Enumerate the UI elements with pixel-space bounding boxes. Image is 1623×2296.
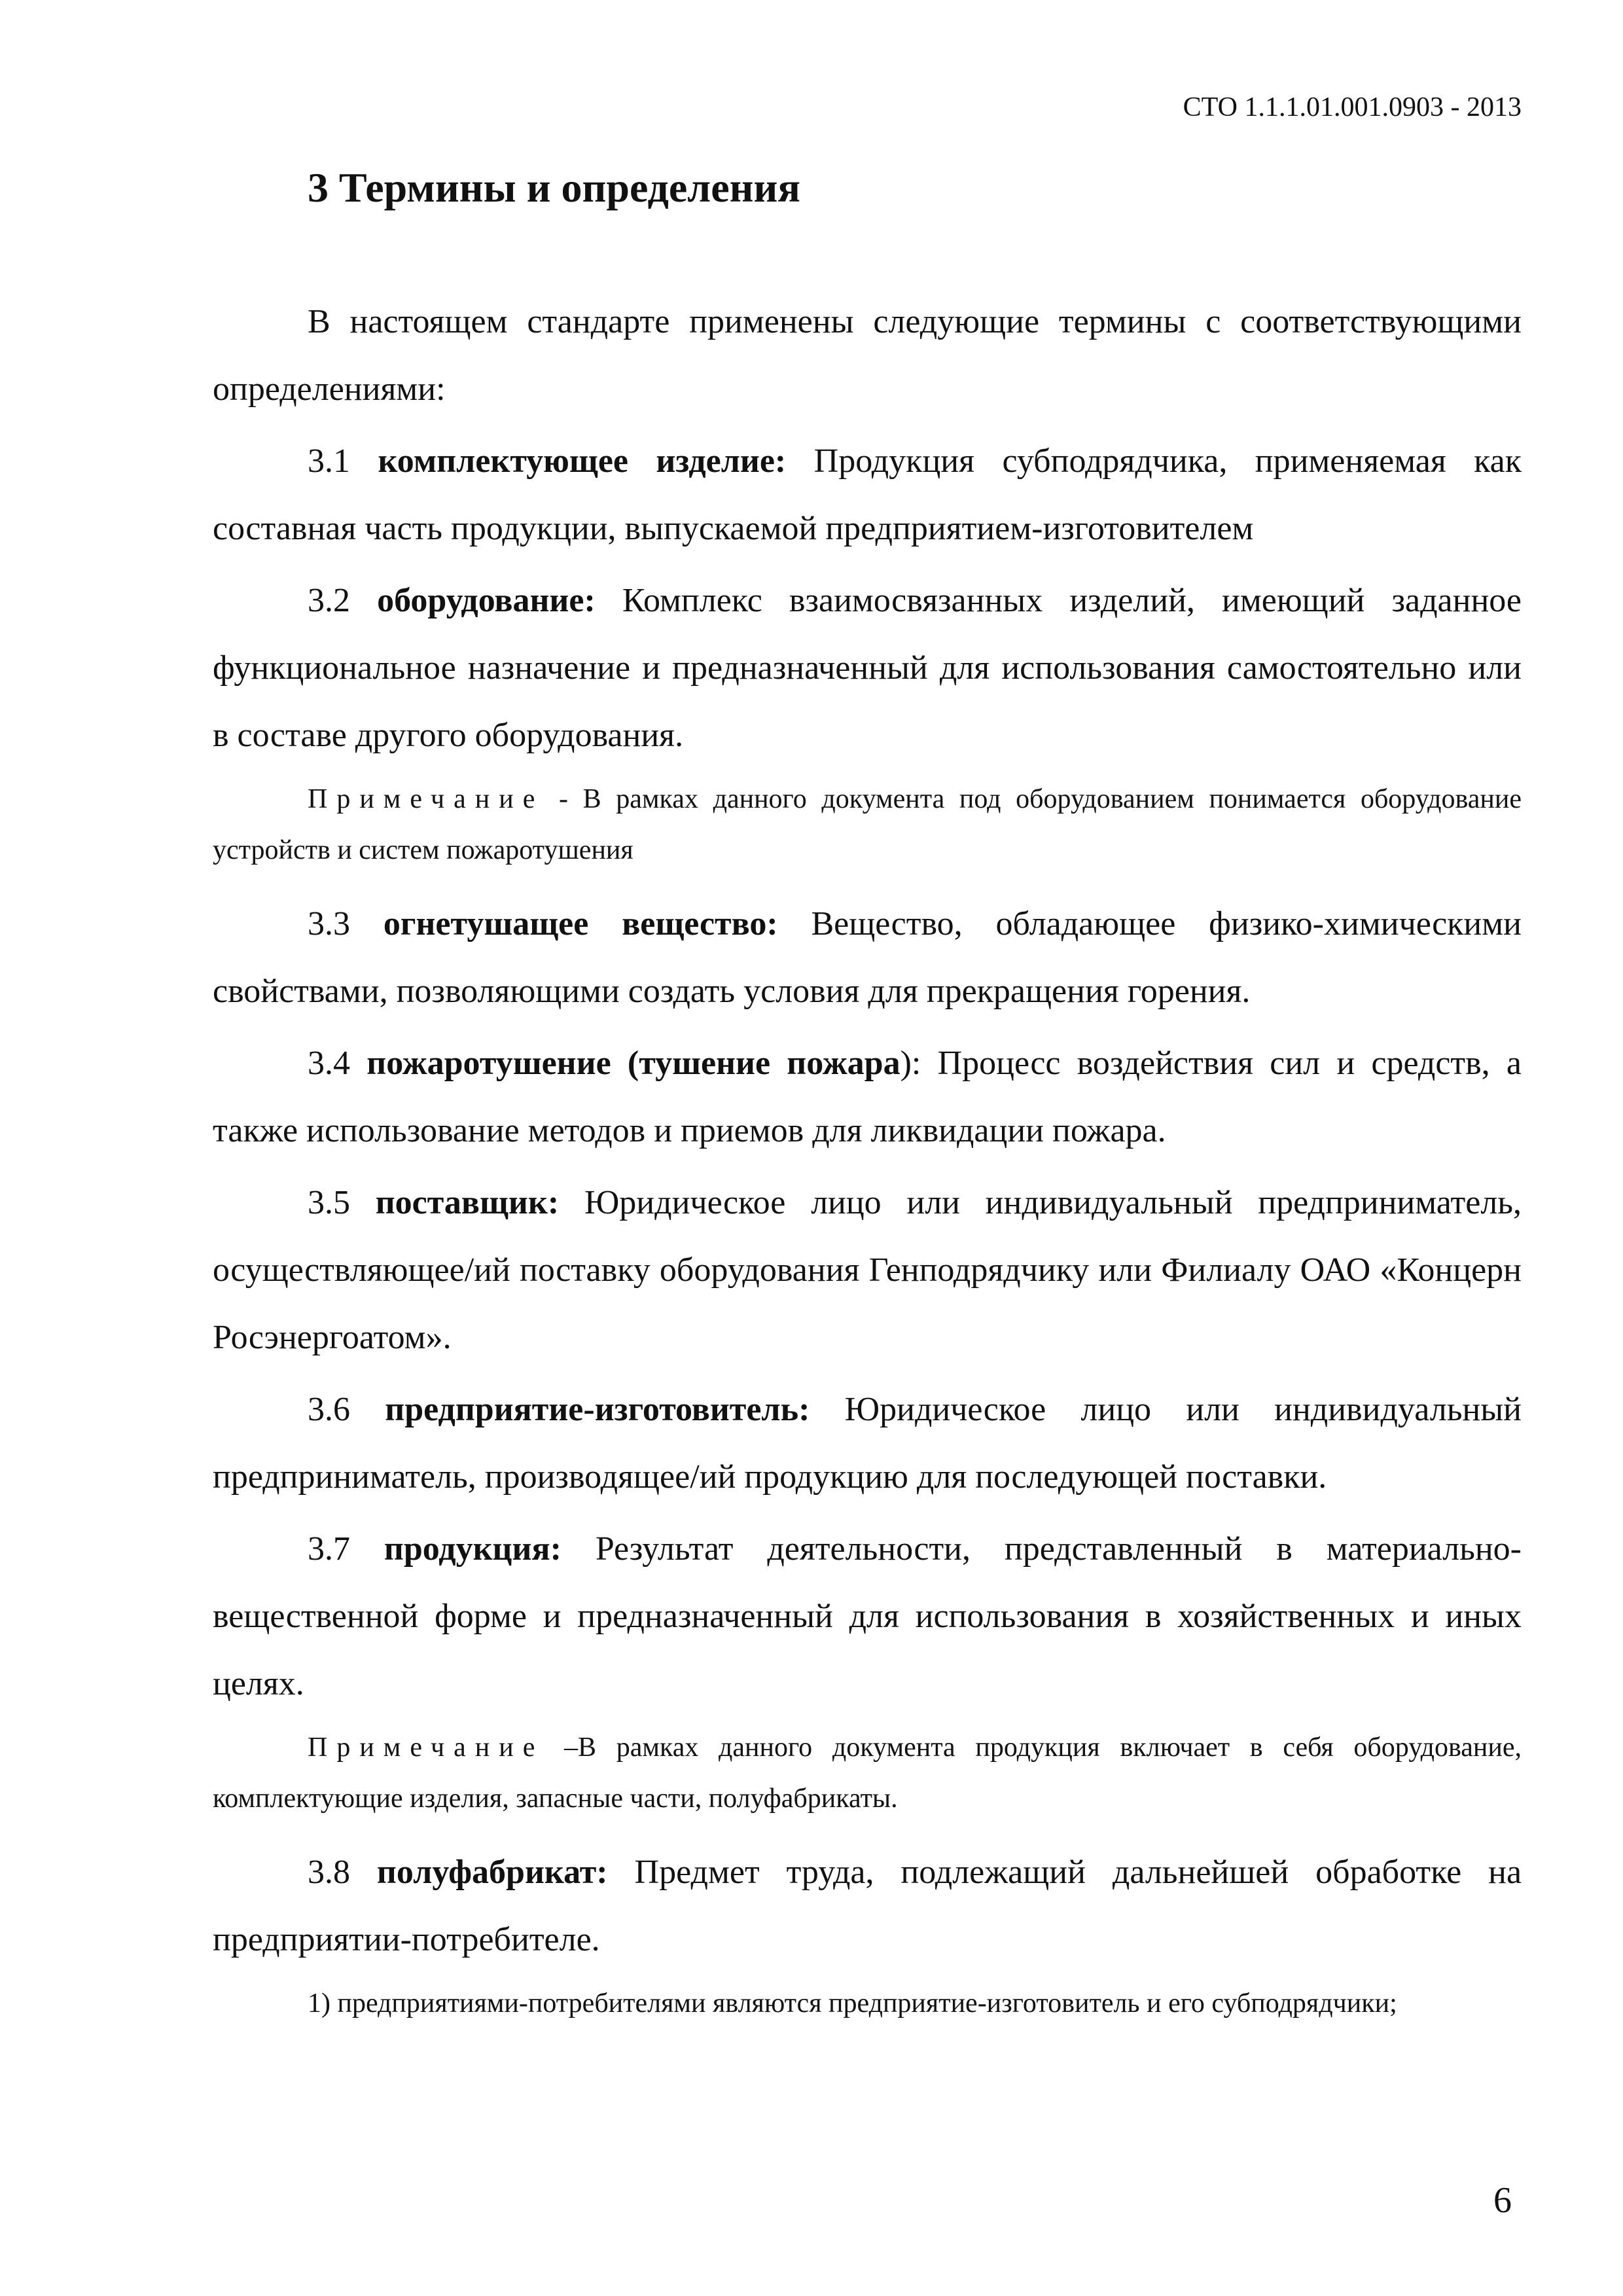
term-name: продукция:	[383, 1530, 562, 1568]
list-item: 1) предприятиями-потребителями являются предприятие-изготовитель и его субподрядчики;	[308, 1988, 1397, 2018]
term-3-6	[213, 1376, 1522, 1511]
term-number: 3.5	[308, 1184, 350, 1221]
term-definition: Комплекс взаимосвязанных изделий, имеющий заданное функциональное назначение и предназначенный для использования самостоятельно или в составе другого оборудования.	[213, 582, 1522, 754]
term-name: пожаротушение (тушение пожара	[366, 1045, 901, 1082]
document-code: СТО 1.1.1.01.001.0903 - 2013	[1183, 92, 1522, 122]
term-name: оборудование:	[377, 582, 596, 619]
term-number: 3.8	[308, 1854, 350, 1891]
term-3-5	[213, 1169, 1522, 1371]
term-3-2	[213, 567, 1522, 769]
term-3-8	[213, 1839, 1522, 1973]
term-name: полуфабрикат:	[376, 1854, 608, 1891]
note-products	[213, 1722, 1522, 1824]
term-name: огнетушащее вещество:	[383, 905, 778, 942]
note-equipment	[213, 774, 1522, 876]
document-body	[213, 288, 1522, 2043]
term-name: комплектующее изделие:	[378, 442, 787, 480]
note-text: - В рамках данного документа под оборудованием понимается оборудование устройств и систем пожаротушения	[213, 784, 1522, 865]
term-3-4	[213, 1030, 1522, 1164]
term-definition: Продукция субподрядчика, применяемая как составная часть продукции, выпускаемой предприятием-изготовителем	[213, 442, 1522, 547]
term-number: 3.6	[308, 1391, 350, 1428]
term-3-7	[213, 1515, 1522, 1717]
term-definition: Юридическое лицо или индивидуальный предприниматель, производящее/ий продукцию для последующей поставки.	[213, 1391, 1522, 1496]
term-number: 3.7	[308, 1530, 350, 1568]
term-number: 3.1	[308, 442, 350, 480]
page-number: 6	[1493, 2180, 1512, 2221]
term-number: 3.3	[308, 905, 350, 942]
term-3-3	[213, 890, 1522, 1025]
term-number: 3.2	[308, 582, 350, 619]
intro-paragraph: В настоящем стандарте применены следующие термины с соответствующими определениями:	[213, 303, 1522, 408]
term-name: предприятие-изготовитель:	[385, 1391, 810, 1428]
note-label: Примечание	[308, 784, 544, 814]
term-definition: Предмет труда, подлежащий дальнейшей обработке на предприятии-потребителе.	[213, 1854, 1522, 1958]
term-name: поставщик:	[375, 1184, 560, 1221]
term-definition: Вещество, обладающее физико-химическими свойствами, позволяющими создать условия для прекращения горения.	[213, 905, 1522, 1010]
term-definition: Юридическое лицо или индивидуальный предприниматель, осуществляющее/ий поставку оборудования Генподрядчику или Филиалу ОАО «Концерн Росэнергоатом».	[213, 1184, 1522, 1356]
note-text: –В рамках данного документа продукция включает в себя оборудование, комплектующие изделия, запасные части, полуфабрикаты.	[213, 1732, 1522, 1814]
term-number: 3.4	[308, 1045, 350, 1082]
term-definition: Результат деятельности, представленный в материально-вещественной форме и предназначенный для использования в хозяйственных и иных целях.	[213, 1530, 1522, 1702]
term-definition: ): Процесс воздействия сил и средств, а также использование методов и приемов для ликвидации пожара.	[213, 1045, 1522, 1149]
term-3-1	[213, 427, 1522, 562]
section-title: 3 Термины и определения	[308, 164, 800, 211]
note-label: Примечание	[308, 1732, 544, 1763]
